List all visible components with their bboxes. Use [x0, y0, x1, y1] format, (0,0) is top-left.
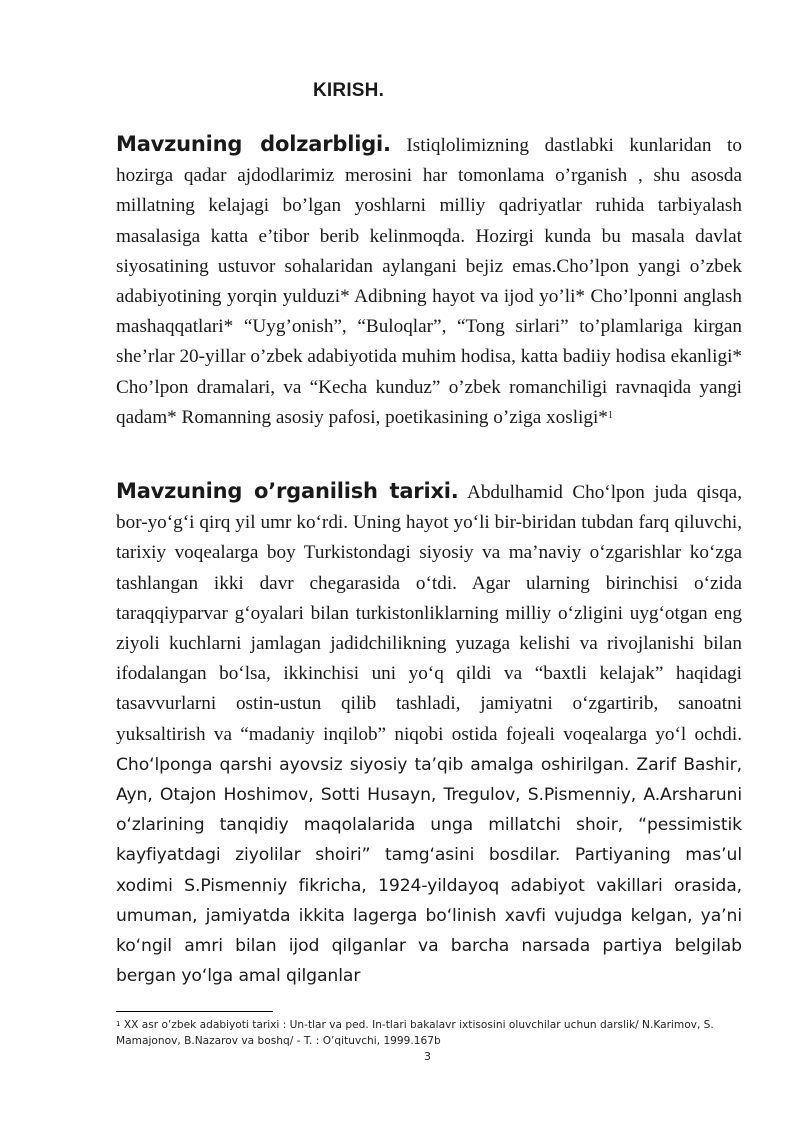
- footnote: [116, 1017, 742, 1049]
- section-relevance-title: Mavzuning dolzarbligi.: [116, 132, 391, 156]
- section-history-body-small: Cho‘lponga qarshi ayovsiz siyosiy ta’qib amalga oshirilgan: [116, 754, 624, 775]
- section-relevance-body: Istiqlolimizning dastlabki kunlaridan to hozirga qadar ajdodlarimiz merosini har tomonlama o’rganish , shu asosda millatning kelajagi bo’lgan yoshlarni milliy qadriyatlar ruhida tarbiyalash masalasiga katta e’tibor berib kelinmoqda. Hozirgi kunda bu masala davlat siyosatining ustuvor sohalaridan aylangani bejiz emas.Cho’lpon yangi o’zbek adabiyotining yorqin yulduzi* Adibning hayot va ijod yo’li* Cho’lponni anglash mashaqqatlari* “Uyg’onish”, “Buloqlar”, “Tong sirlari” to’plamlariga kirgan she’rlar 20-yillar o’zbek adabiyotida muhim hodisa, katta badiiy hodisa ekanligi* Cho’lpon dramalari, va “Kecha kunduz” o’zbek romanchiligi ravnaqida yangi qadam* Romanning asosiy pafosi, poetikasining o’ziga xosligi*: [116, 135, 742, 428]
- section-history-body-1: Abdulhamid Cho‘lpon juda qisqa, bor-yo‘g‘i qirq yil umr ko‘rdi. Uning hayot yo‘li bir-biridan tubdan farq qiluvchi, tarixiy voqealarga boy Turkistondagi siyosiy va ma’naviy o‘zgarishlar ko‘zga tashlangan ikki davr chegarasida o‘tdi. Agar ularning birinchisi o‘zida taraqqiyparvar g‘oyalari bilan turkistonliklarning milliy o‘zligini uyg‘otgan eng ziyoli kuchlarni jamlagan jadidchilikning yuzaga kelishi va rivojlanishi bilan ifodalangan bo‘lsa, ikkinchisi uni yo‘q qildi va “baxtli kelajak” haqidagi tasavvurlarni ostin-ustun qilib tashladi, jamiyatni o‘zgartirib, sanoatni yuksaltirish va “madaniy inqilob” niqobi ostida fojeali voqealarga yo‘l ochdi.: [116, 482, 742, 745]
- footnote-text: XX asr o’zbek adabiyoti tarixi : Un-tlar va ped. In-tlari bakalavr ixtisosini oluvchilar uchun darslik/ N.Karimov, S. Mamajonov, B.Nazarov va boshq/ - T. : O’qituvchi, 1999.167b: [116, 1019, 714, 1047]
- section-history-body-2: . Zarif Bashir, Ayn, Otajon Hoshimov, Sotti Husayn, Tregulov, S.Pismenniy, A.Arsharuni o‘zlarining tanqidiy maqolalarida unga millatchi shoir, “pessimistik kayfiyatdagi ziyolilar shoiri” tamg‘asini bosdilar. Partiyaning mas’ul xodimi S.Pismenniy fikricha, 1924-yildayoq adabiyot vakillari orasida, umuman, jamiyatda ikkita lagerga bo‘linish xavfi vujudga kelgan, ya’ni ko‘ngil amri bilan ijod qilganlar va barcha narsada partiya belgilab bergan yo‘lga amal qilganlar: [116, 754, 742, 987]
- section-relevance: [116, 129, 742, 433]
- page-heading: KIRISH.: [313, 80, 385, 101]
- section-history-title: Mavzuning o’rganilish tarixi.: [116, 479, 459, 503]
- footnote-number: 1: [116, 1020, 121, 1028]
- page-number: 3: [424, 1050, 431, 1063]
- footnote-reference[interactable]: 1: [607, 409, 613, 421]
- section-history: [116, 476, 742, 991]
- footnote-separator: [116, 1011, 273, 1012]
